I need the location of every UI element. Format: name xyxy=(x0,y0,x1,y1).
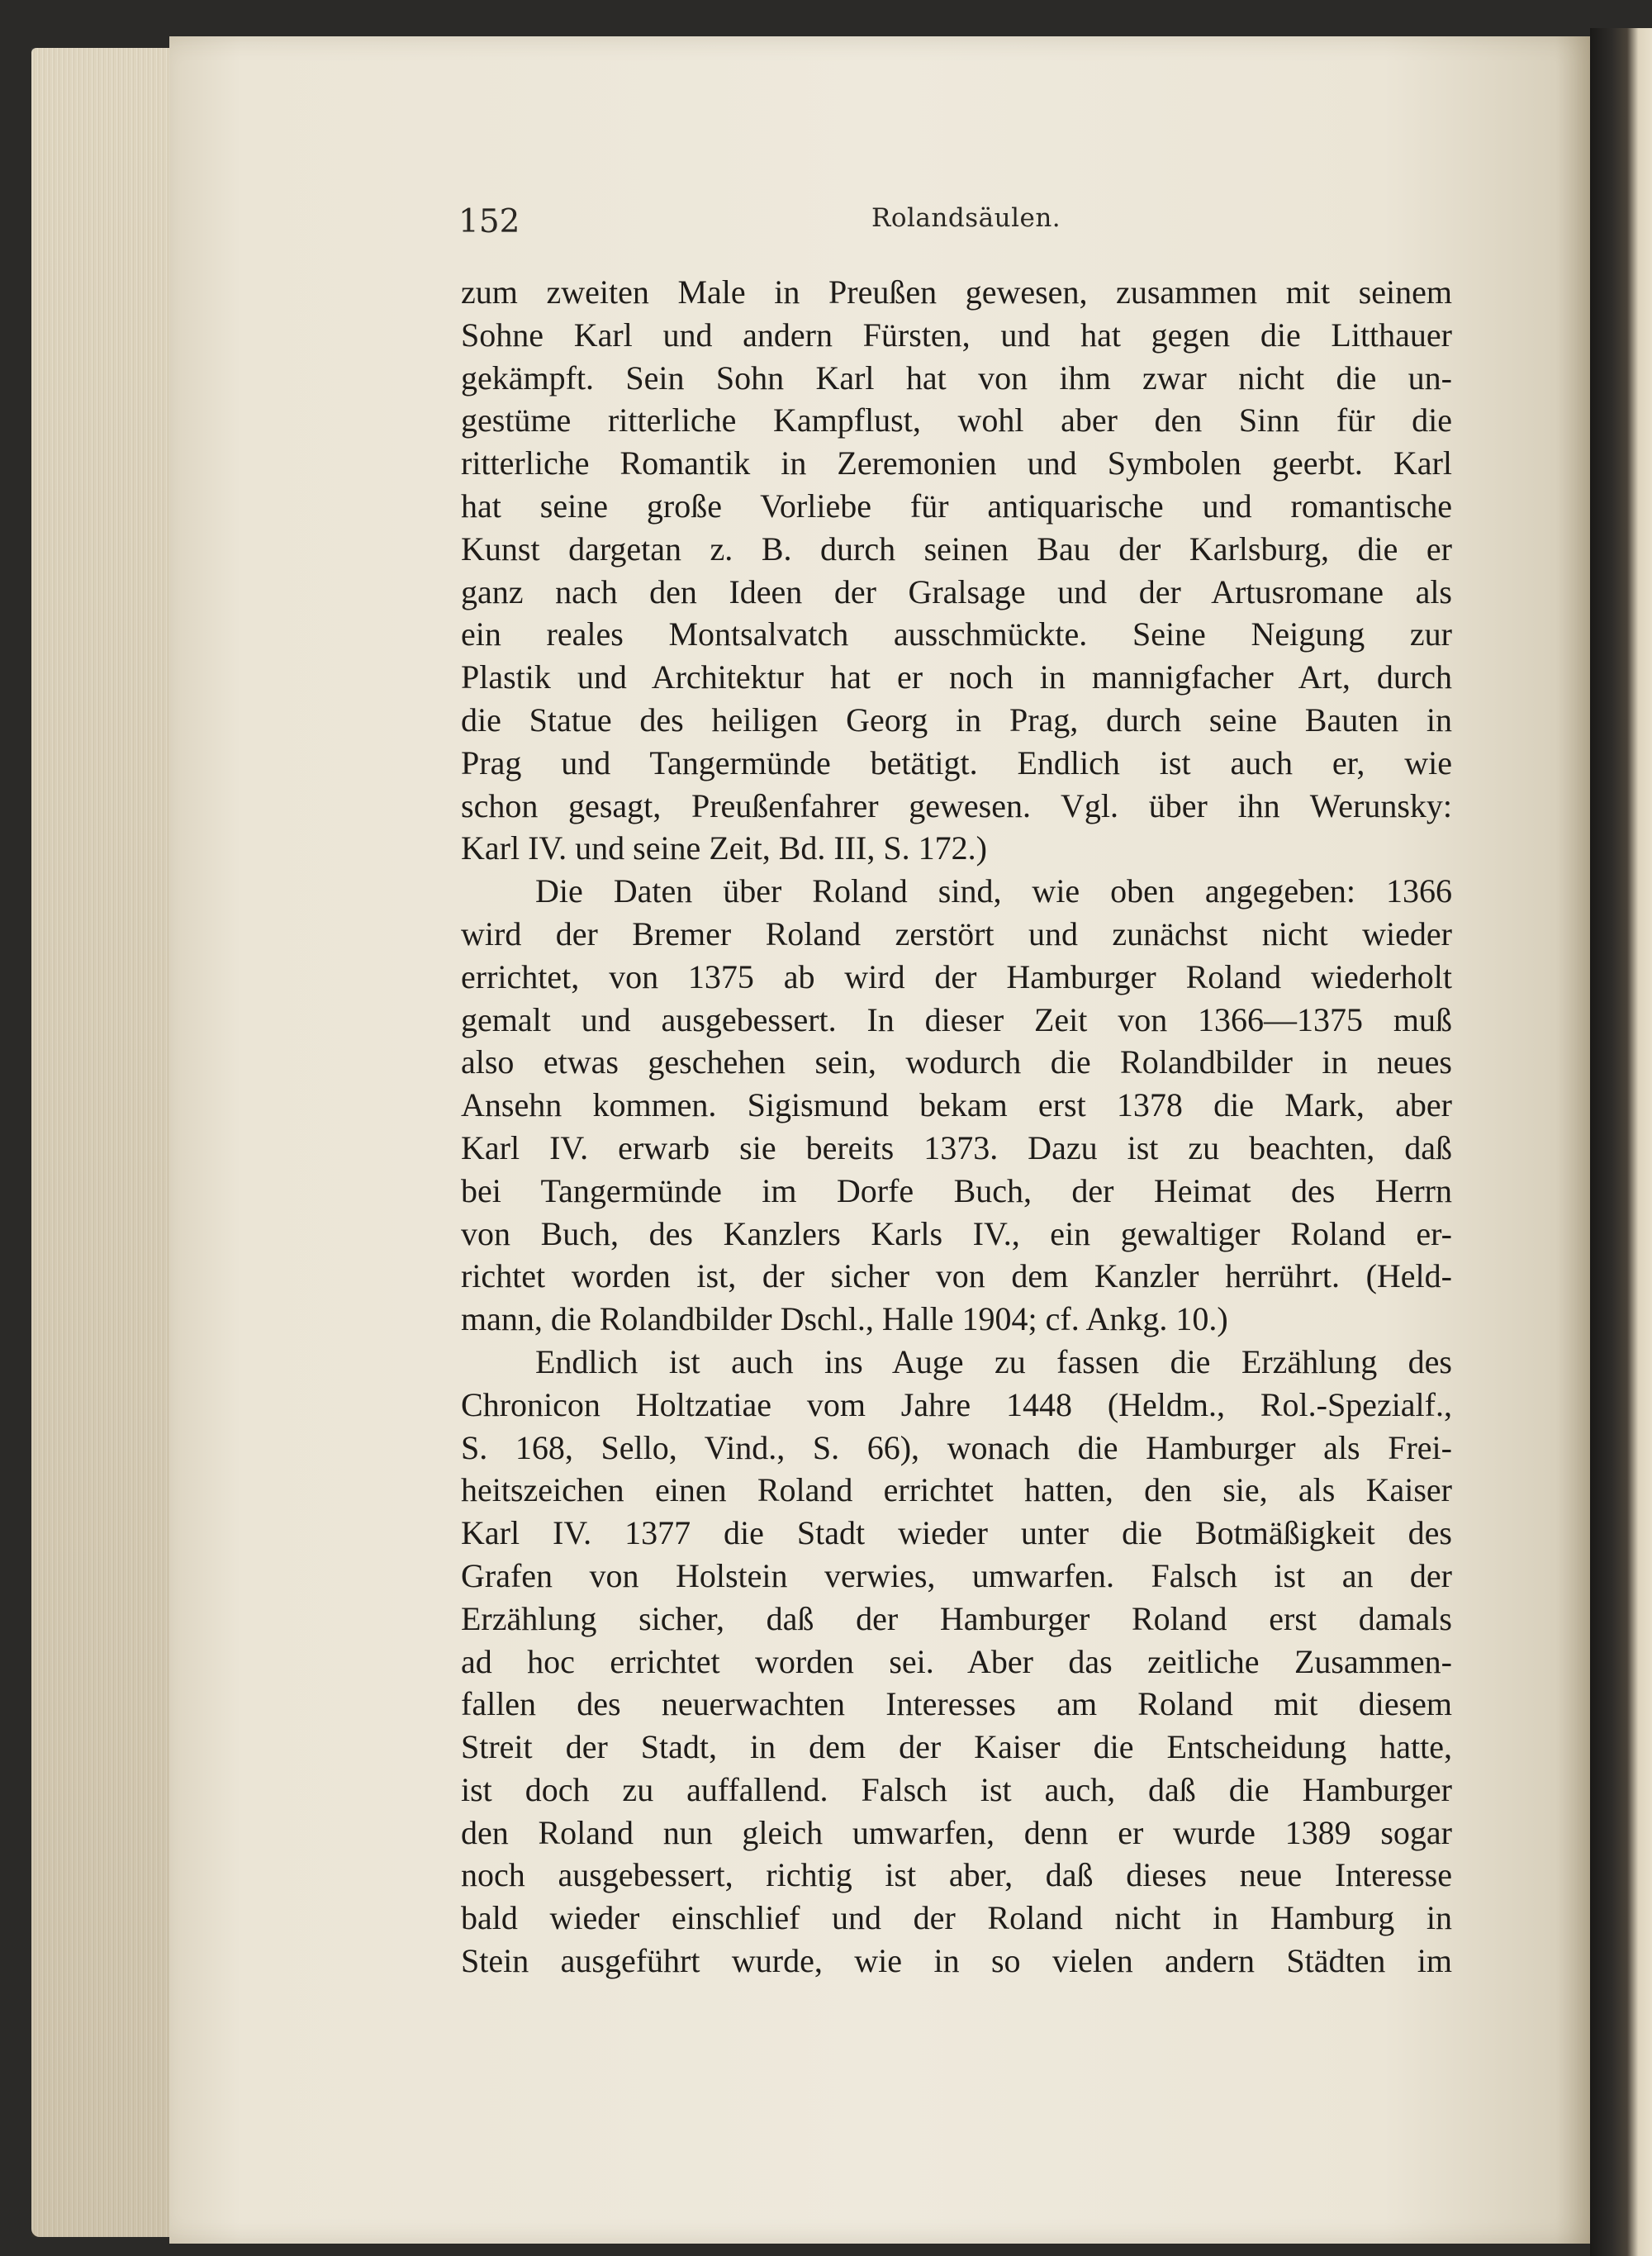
text-line: Erzählung sicher, daß der Hamburger Roland erst damals xyxy=(461,1599,1452,1637)
text-line: Plastik und Architektur hat er noch in mannigfacher Art, durch xyxy=(461,658,1452,696)
text-line: ein reales Montsalvatch ausschmückte. Seine Neigung zur xyxy=(461,615,1452,653)
text-line: also etwas geschehen sein, wodurch die Rolandbilder in neues xyxy=(461,1043,1452,1081)
text-line: Prag und Tangermünde betätigt. Endlich ist auch er, wie xyxy=(461,743,1452,781)
text-line: zum zweiten Male in Preußen gewesen, zusammen mit seinem xyxy=(461,273,1452,311)
page-number: 152 xyxy=(458,203,520,240)
text-line: S. 168, Sello, Vind., S. 66), wonach die Hamburger als Frei- xyxy=(461,1428,1452,1466)
text-line: Endlich ist auch ins Auge zu fassen die Erzählung des xyxy=(535,1342,1452,1380)
text-line: Grafen von Holstein verwies, umwarfen. Falsch ist an der xyxy=(461,1556,1452,1594)
text-line: heitszeichen einen Roland errichtet hatten, den sie, als Kaiser xyxy=(461,1471,1452,1509)
text-line: Die Daten über Roland sind, wie oben angegeben: 1366 xyxy=(535,872,1452,910)
text-line: wird der Bremer Roland zerstört und zunächst nicht wieder xyxy=(461,914,1452,952)
text-line: bei Tangermünde im Dorfe Buch, der Heimat des Herrn xyxy=(461,1171,1452,1209)
text-line: den Roland nun gleich umwarfen, denn er wurde 1389 sogar xyxy=(461,1813,1452,1851)
running-title: Rolandsäulen. xyxy=(871,203,1061,233)
text-line: ist doch zu auffallend. Falsch ist auch, daß die Hamburger xyxy=(461,1770,1452,1808)
text-line: Sohne Karl und andern Fürsten, und hat gegen die Litthauer xyxy=(461,316,1452,354)
text-line: ganz nach den Ideen der Gralsage und der Artusromane als xyxy=(461,572,1452,610)
text-line: gekämpft. Sein Sohn Karl hat von ihm zwar nicht die un- xyxy=(461,359,1452,397)
text-line: Chronicon Holtzatiae vom Jahre 1448 (Heldm., Rol.-Spezialf., xyxy=(461,1385,1452,1423)
text-line: mann, die Rolandbilder Dschl., Halle 1904; cf. Ankg. 10.) xyxy=(461,1300,1228,1338)
text-line: hat seine große Vorliebe für antiquarische und romantische xyxy=(461,487,1452,525)
text-line: Karl IV. 1377 die Stadt wieder unter die Botmäßigkeit des xyxy=(461,1514,1452,1552)
text-line: ad hoc errichtet worden sei. Aber das zeitliche Zusammen- xyxy=(461,1642,1452,1680)
text-line: Streit der Stadt, in dem der Kaiser die Entscheidung hatte, xyxy=(461,1728,1452,1766)
text-line: ritterliche Romantik in Zeremonien und Symbolen geerbt. Karl xyxy=(461,444,1452,482)
text-line: Karl IV. und seine Zeit, Bd. III, S. 172.) xyxy=(461,829,987,867)
book-page-edges xyxy=(31,48,176,2237)
book-gutter xyxy=(1590,28,1652,2256)
text-line: richtet worden ist, der sicher von dem Kanzler herrührt. (Held- xyxy=(461,1257,1452,1295)
text-line: errichtet, von 1375 ab wird der Hamburger Roland wiederholt xyxy=(461,957,1452,995)
text-line: noch ausgebessert, richtig ist aber, daß dieses neue Interesse xyxy=(461,1856,1452,1894)
text-line: Stein ausgeführt wurde, wie in so vielen andern Städten im xyxy=(461,1942,1452,1980)
text-line: fallen des neuerwachten Interesses am Roland mit diesem xyxy=(461,1685,1452,1723)
text-line: bald wieder einschlief und der Roland nicht in Hamburg in xyxy=(461,1899,1452,1937)
text-line: gestüme ritterliche Kampflust, wohl aber den Sinn für die xyxy=(461,401,1452,439)
body-text xyxy=(461,271,1452,1983)
text-line: von Buch, des Kanzlers Karls IV., ein gewaltiger Roland er- xyxy=(461,1214,1452,1252)
text-line: die Statue des heiligen Georg in Prag, durch seine Bauten in xyxy=(461,701,1452,739)
text-line: Karl IV. erwarb sie bereits 1373. Dazu ist zu beachten, daß xyxy=(461,1128,1452,1166)
text-line: gemalt und ausgebessert. In dieser Zeit von 1366—1375 muß xyxy=(461,1000,1452,1038)
text-line: schon gesagt, Preußenfahrer gewesen. Vgl. über ihn Werunsky: xyxy=(461,786,1452,824)
text-line: Kunst dargetan z. B. durch seinen Bau der Karlsburg, die er xyxy=(461,530,1452,568)
text-line: Ansehn kommen. Sigismund bekam erst 1378 die Mark, aber xyxy=(461,1086,1452,1124)
